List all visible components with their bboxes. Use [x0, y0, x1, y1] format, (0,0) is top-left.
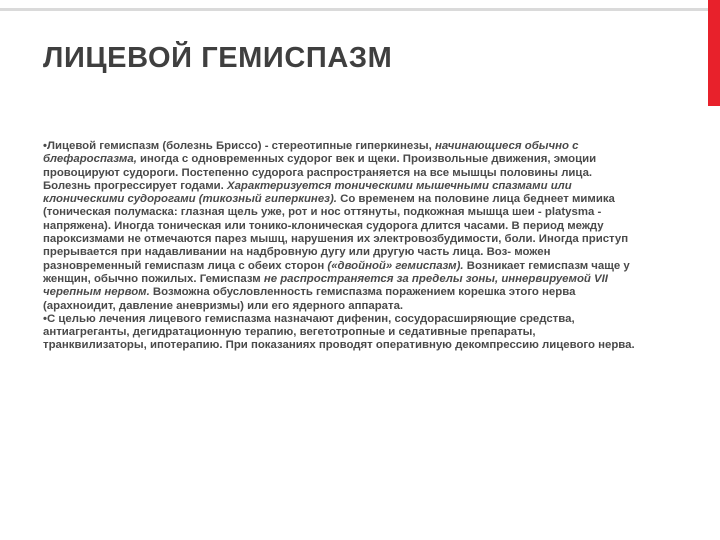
body-text-run: Возникает гемиспазм чаще у женщин, обычно пожилых. Гемиспазм: [43, 259, 630, 285]
bullet-paragraph: [43, 313, 638, 353]
emphasis-text: («двойной» гемиспазм).: [327, 259, 464, 272]
slide-body: [43, 140, 638, 353]
body-text-run: Лицевой гемиспазм (болезнь Бриссо) - стереотипные гиперкинезы,: [47, 140, 435, 152]
body-text-run: С целью лечения лицевого гемиспазма назначают дифенин, сосудорасширяющие средства, антиагреганты, дегидратационную терапию, вегетотропные и седативные препараты, транквилизаторы, ипотерапию. При показаниях проводят оперативную декомпрессию лицевого нерва.: [43, 312, 635, 352]
emphasis-text: начинающиеся обычно с блефароспазма,: [43, 140, 579, 166]
bullet-marker: •: [43, 140, 47, 152]
top-divider: [0, 8, 708, 11]
emphasis-text: не распространяется за пределы зоны, иннервируемой VII черепным нервом.: [43, 272, 608, 299]
bullet-marker: •: [43, 312, 47, 325]
body-text-run: Со временем на половине лица беднеет мимика (тоническая полумаска: глазная щель уже, рот и нос оттянуты, подкожная мышца шеи - platysma - напряжена). Иногда тоническая или тонико-клоническая судорога длится часами. В период между пароксизмами не отмечаются парез мышц, нарушения их электровозбудимости, боли. Иногда приступ прерывается при надавливании на надбровную дугу или другую часть лица. Воз- можен разновременный гемиспазм лица с обеих сторон: [43, 193, 629, 272]
slide-title: ЛИЦЕВОЙ ГЕМИСПАЗМ: [43, 42, 393, 74]
body-text-run: иногда с одновременных судорог век и щеки. Произвольные движения, эмоции провоцируют судороги. Постепенно судорога распространяется на все мышцы половины лица. Болезнь прогрессирует годами.: [43, 153, 597, 192]
bullet-paragraph: [43, 140, 638, 313]
body-text-run: Возможна обусловленность гемиспазма поражением корешка этого нерва (арахноидит, давление аневризмы) или его ядерного аппарата.: [43, 286, 576, 312]
emphasis-text: Характеризуется тоническими мышечными спазмами или клоническими судорогами (тикозный гиперкинез).: [43, 179, 572, 206]
accent-bar: [708, 0, 720, 106]
